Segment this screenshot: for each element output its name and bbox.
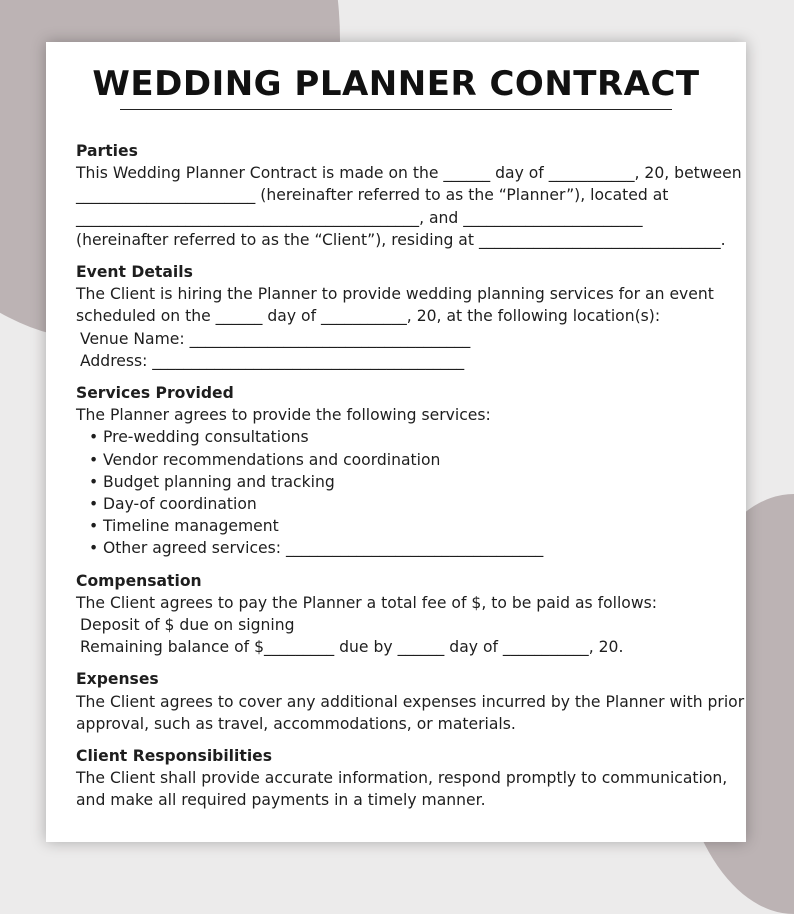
list-item: • Day-of coordination bbox=[103, 493, 736, 515]
section-heading: Event Details bbox=[76, 263, 193, 282]
title-underline bbox=[120, 109, 672, 110]
paragraph-line: and make all required payments in a timely manner. bbox=[76, 791, 486, 810]
section-heading: Client Responsibilities bbox=[76, 747, 273, 766]
paragraph-line: ____________________________________________, and _______________________ bbox=[76, 208, 643, 227]
paragraph-line: _______________________ (hereinafter referred to as the “Planner”), located at bbox=[76, 186, 669, 205]
section-heading: Parties bbox=[76, 142, 138, 160]
balance-line: Remaining balance of $_________ due by ______ day of ___________, 20. bbox=[80, 638, 624, 657]
contract-sheet bbox=[46, 42, 746, 842]
address-field: Address: ________________________________________ bbox=[80, 351, 465, 370]
section-services bbox=[76, 382, 736, 560]
list-item: • Timeline management bbox=[103, 515, 736, 537]
section-event-details bbox=[76, 261, 736, 372]
paragraph-line: (hereinafter referred to as the “Client”), residing at _______________________________. bbox=[76, 230, 726, 249]
paragraph-line: The Client is hiring the Planner to provide wedding planning services for an event bbox=[76, 285, 714, 304]
venue-name-field: Venue Name: ____________________________________ bbox=[80, 329, 471, 348]
document-title: WEDDING PLANNER CONTRACT bbox=[92, 64, 700, 104]
section-parties bbox=[76, 140, 742, 251]
list-item: • Pre-wedding consultations bbox=[103, 426, 736, 448]
section-compensation bbox=[76, 570, 736, 659]
section-heading: Compensation bbox=[76, 571, 202, 590]
paragraph-line: The Client shall provide accurate information, respond promptly to communication, bbox=[76, 769, 728, 788]
list-item: • Vendor recommendations and coordination bbox=[103, 449, 736, 471]
section-client-responsibilities bbox=[76, 745, 736, 812]
paragraph-line: This Wedding Planner Contract is made on the ______ day of ___________, 20, between bbox=[76, 164, 742, 183]
services-list bbox=[76, 426, 736, 559]
paragraph-line: The Planner agrees to provide the following services: bbox=[76, 406, 491, 425]
section-heading: Expenses bbox=[76, 670, 159, 689]
section-heading: Services Provided bbox=[76, 384, 234, 403]
list-item: • Other agreed services: _________________________________ bbox=[103, 537, 736, 559]
paragraph-line: The Client agrees to cover any additional expenses incurred by the Planner with prior bbox=[76, 692, 745, 711]
section-expenses bbox=[76, 668, 745, 735]
list-item: • Budget planning and tracking bbox=[103, 471, 736, 493]
paragraph-line: scheduled on the ______ day of ___________, 20, at the following location(s): bbox=[76, 307, 661, 326]
paragraph-line: The Client agrees to pay the Planner a total fee of $, to be paid as follows: bbox=[76, 593, 657, 612]
paragraph-line: approval, such as travel, accommodations, or materials. bbox=[76, 714, 516, 733]
contract-body bbox=[76, 140, 745, 812]
deposit-line: Deposit of $ due on signing bbox=[80, 616, 295, 635]
